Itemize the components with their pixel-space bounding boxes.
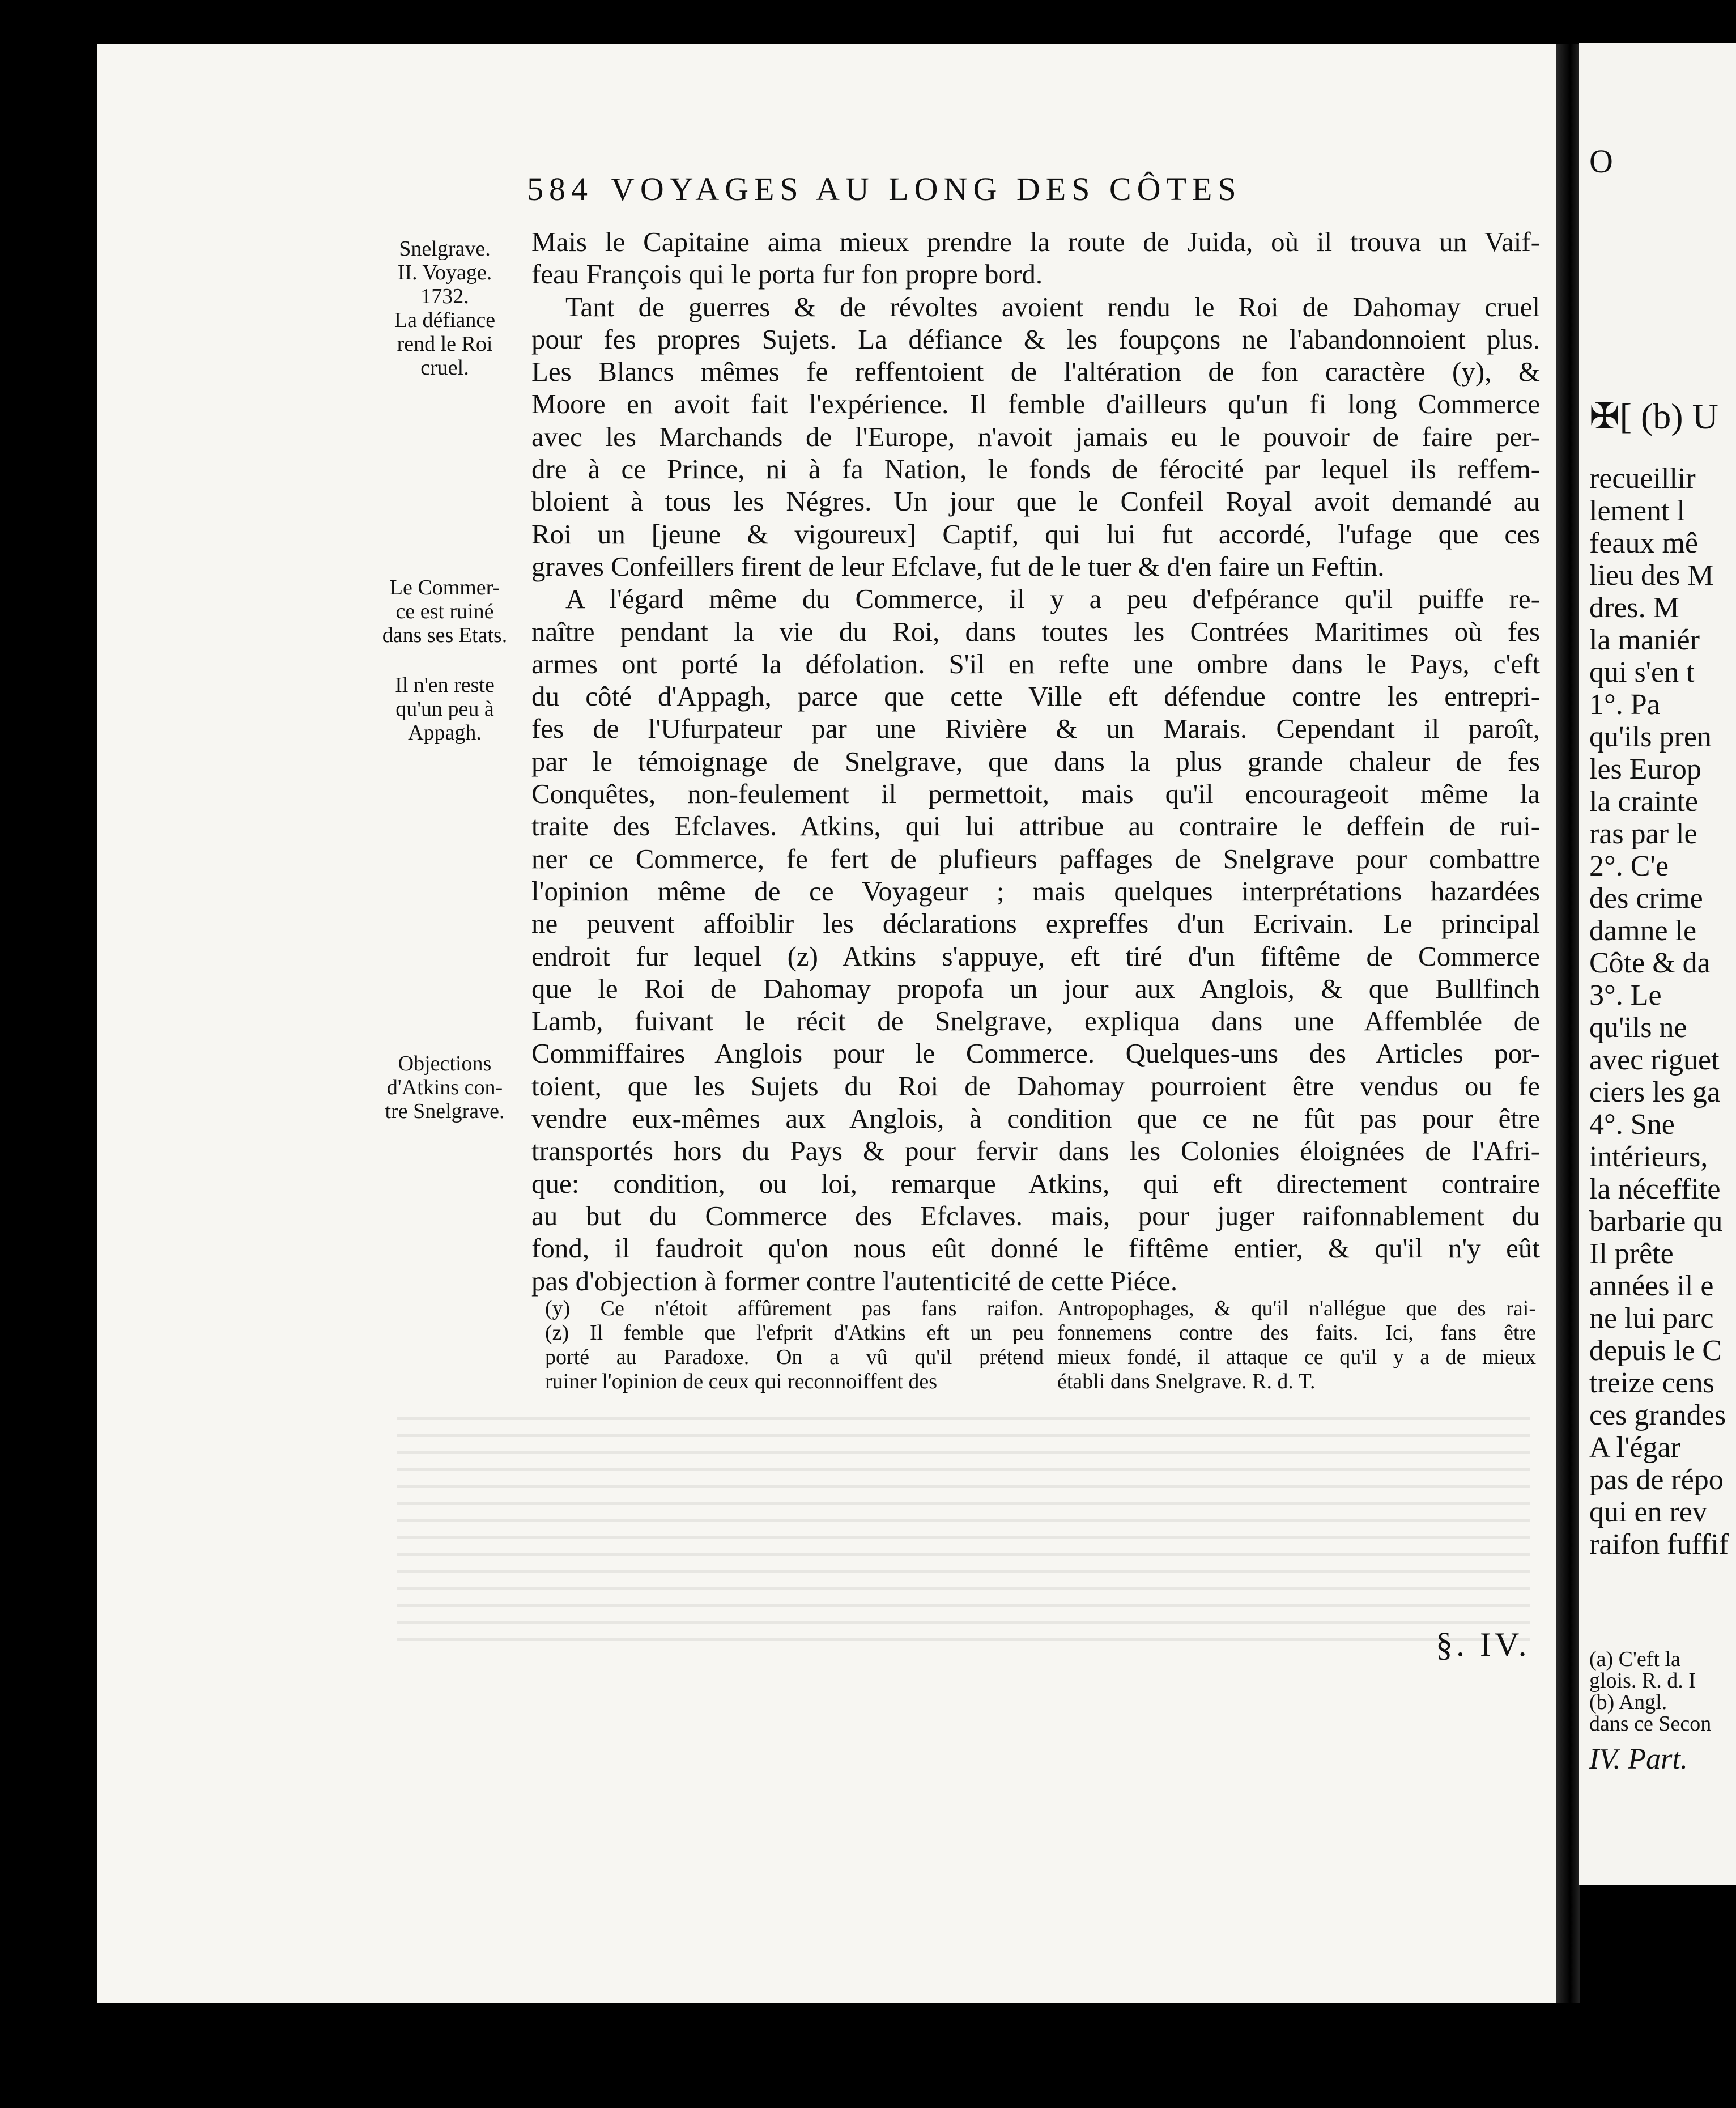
margin-note-commerce xyxy=(368,576,521,745)
right-page-line: ne lui parc xyxy=(1589,1302,1714,1334)
footnote-line: Antropophages, & qu'il n'allégue que des rai- xyxy=(1057,1297,1536,1320)
right-page-line: feaux mê xyxy=(1589,527,1699,559)
text-line: fond, il faudroit qu'on nous eût donné le fiftême entier, & qu'il n'y eût xyxy=(531,1232,1540,1264)
text-line: du côté d'Appagh, parce que cette Ville eft défendue contre les entrepri- xyxy=(531,681,1540,712)
footnote-line: fonnemens contre des faits. Ici, fans être xyxy=(1057,1321,1536,1345)
text-line: Moore en avoit fait l'expérience. Il femble d'ailleurs qu'un fi long Commerce xyxy=(531,388,1540,420)
text-line: bloient à tous les Négres. Un jour que le Confeil Royal avoit demandé au xyxy=(531,486,1540,517)
right-page-line: treize cens xyxy=(1589,1367,1714,1399)
right-page-line: avec riguet xyxy=(1589,1044,1720,1076)
margin-note-line: Objections xyxy=(398,1052,492,1076)
right-page-line: 2°. C'e xyxy=(1589,850,1669,882)
right-page-footnote: (a) C'eft la xyxy=(1589,1647,1680,1671)
margin-note-objections xyxy=(368,1052,521,1123)
text-line: vendre eux-mêmes aux Anglois, à condition que ce ne fût pas pour être xyxy=(531,1103,1540,1134)
margin-note-line: Snelgrave. xyxy=(399,237,491,261)
margin-note-line: Le Commer- xyxy=(389,576,500,600)
right-page-line: dres. M xyxy=(1589,592,1679,624)
text-line: Tant de guerres & de révoltes avoient rendu le Roi de Dahomay cruel xyxy=(565,291,1540,322)
running-head: VOYAGES AU LONG DES CÔTES xyxy=(611,171,1242,207)
show-through-text xyxy=(397,1417,1530,1643)
right-page-line: depuis le C xyxy=(1589,1334,1722,1367)
right-page-line: Côte & da xyxy=(1589,947,1711,979)
page-header xyxy=(527,170,1456,215)
right-page-footnote: (b) Angl. xyxy=(1589,1690,1667,1714)
text-line: traite des Efclaves. Atkins, qui lui attribue au contraire le deffein de rui- xyxy=(531,810,1540,842)
text-line: transportés hors du Pays & pour fervir dans les Colonies éloignées de l'Afri- xyxy=(531,1135,1540,1167)
right-page xyxy=(1579,43,1736,1885)
text-line: Roi un [jeune & vigoureux] Captif, qui lui fut accordé, l'ufage que ces xyxy=(531,518,1540,550)
margin-note-line: rend le Roi xyxy=(397,332,493,356)
text-line: au but du Commerce des Efclaves. mais, pour juger raifonnablement du xyxy=(531,1200,1540,1231)
text-line: graves Confeillers firent de leur Efclave, fut de le tuer & d'en faire un Feftin. xyxy=(531,550,1385,582)
right-page-line: qu'ils ne xyxy=(1589,1012,1687,1044)
margin-note-line: d'Atkins con- xyxy=(386,1076,503,1099)
footnote-line: mieux fondé, il attaque ce qu'il y a de mieux xyxy=(1057,1345,1536,1369)
text-line: Lamb, fuivant le récit de Snelgrave, expliqua dans une Affemblée de xyxy=(531,1005,1540,1037)
right-page-line: ras par le xyxy=(1589,818,1697,850)
right-page-line: qui en rev xyxy=(1589,1496,1707,1528)
margin-note-line: tre Snelgrave. xyxy=(385,1099,505,1123)
text-line: que le Roi de Dahomay propofa un jour aux Anglois, & que Bullfinch xyxy=(531,972,1540,1004)
margin-note-line: qu'un peu à xyxy=(395,697,494,721)
footnote-column-left xyxy=(545,1297,1044,1394)
right-page-line: A l'égar xyxy=(1589,1431,1680,1464)
right-page-line: qui s'en t xyxy=(1589,656,1695,688)
book-gutter xyxy=(1556,44,1580,2003)
right-page-line: pas de répo xyxy=(1589,1464,1724,1496)
footnote-line: (y) Ce n'étoit affûrement pas fans raifon. xyxy=(545,1297,1044,1320)
right-page-line: recueillir xyxy=(1589,462,1696,495)
text-line: l'opinion même de ce Voyageur ; mais quelques interprétations hazardées xyxy=(531,875,1540,907)
text-line: Conquêtes, non-feulement il permettoit, mais qu'il encourageoit même la xyxy=(531,778,1540,810)
right-page-line: barbarie qu xyxy=(1589,1205,1723,1238)
text-line: Commiffaires Anglois pour le Commerce. Quelques-uns des Articles por- xyxy=(531,1038,1540,1069)
right-page-line: les Europ xyxy=(1589,753,1701,785)
right-page-line: 3°. Le xyxy=(1589,979,1662,1012)
text-line: endroit fur lequel (z) Atkins s'appuye, eft tiré d'un fiftême de Commerce xyxy=(531,940,1540,972)
text-line: ner ce Commerce, fe fert de plufieurs paffages de Snelgrave pour combattre xyxy=(531,843,1540,874)
text-line: fes de l'Ufurpateur par une Rivière & un Marais. Cependant il paroît, xyxy=(531,713,1540,745)
right-page-line: 1°. Pa xyxy=(1589,688,1660,721)
margin-note-line: dans ses Etats. xyxy=(382,623,508,647)
right-page-line: intérieurs, xyxy=(1589,1141,1708,1173)
margin-note-line: II. Voyage. xyxy=(397,261,492,284)
margin-note-line: Appagh. xyxy=(408,721,482,745)
right-page-line: la crainte xyxy=(1589,785,1698,818)
right-page-line: qu'ils pren xyxy=(1589,721,1712,753)
right-page-line: raifon fuffif xyxy=(1589,1528,1729,1561)
section-marker: §. IV. xyxy=(1436,1626,1530,1663)
text-line: toient, que les Sujets du Roi de Dahomay pourroient être vendus ou fe xyxy=(531,1070,1540,1102)
text-line: Les Blancs mêmes fe reffentoient de l'altération de fon caractère (y), & xyxy=(531,356,1540,388)
right-page-line: ces grandes xyxy=(1589,1399,1726,1431)
right-page-catchword: IV. Part. xyxy=(1589,1743,1688,1775)
right-page-line: années il e xyxy=(1589,1270,1714,1302)
right-page-line: la maniér xyxy=(1589,624,1700,656)
right-page-line: des crime xyxy=(1589,882,1703,915)
text-line: Mais le Capitaine aima mieux prendre la route de Juida, où il trouva un Vaif- xyxy=(531,226,1540,257)
right-page-footnote: dans ce Secon xyxy=(1589,1712,1712,1736)
text-line: pas d'objection à former contre l'autenticité de cette Piéce. xyxy=(531,1265,1178,1297)
right-page-header: O xyxy=(1589,143,1613,180)
footnote-line: établi dans Snelgrave. R. d. T. xyxy=(1057,1370,1316,1393)
margin-note-snelgrave xyxy=(368,237,521,380)
footnote-line: ruiner l'opinion de ceux qui reconnoiffent des xyxy=(545,1370,938,1393)
text-line: armes ont porté la défolation. S'il en refte une ombre dans le Pays, c'eft xyxy=(531,648,1540,679)
text-line: dre à ce Prince, ni à fa Nation, le fonds de férocité par lequel ils reffem- xyxy=(531,453,1540,485)
text-line: naître pendant la vie du Roi, dans toutes les Contrées Maritimes où fes xyxy=(531,615,1540,647)
margin-note-line: ce est ruiné xyxy=(395,600,494,623)
right-page-line: damne le xyxy=(1589,915,1697,947)
text-line: par le témoignage de Snelgrave, que dans la plus grande chaleur de fes xyxy=(531,745,1540,777)
footnote-line: porté au Paradoxe. On a vû qu'il prétend xyxy=(545,1345,1044,1369)
right-page-line: lieu des M xyxy=(1589,559,1714,592)
text-line: ne peuvent affoiblir les déclarations expreffes d'un Ecrivain. Le principal xyxy=(531,908,1540,940)
footnote-column-right xyxy=(1057,1297,1536,1394)
page-number: 584 xyxy=(527,171,593,207)
right-page-line: lement l xyxy=(1589,495,1685,527)
text-line: feau François qui le porta fur fon propre bord. xyxy=(531,258,1043,290)
right-page-line: la néceffite xyxy=(1589,1173,1721,1205)
margin-note-line: Il n'en reste xyxy=(395,673,495,697)
right-page-line: ✠[ (b) U xyxy=(1589,396,1718,436)
text-line: A l'égard même du Commerce, il y a peu d'efpérance qu'il puiffe re- xyxy=(565,583,1540,615)
footnote-line: (z) Il femble que l'efprit d'Atkins eft un peu xyxy=(545,1321,1044,1345)
right-page-line: 4°. Sne xyxy=(1589,1108,1675,1141)
right-page-footnote: glois. R. d. I xyxy=(1589,1669,1696,1693)
text-line: avec les Marchands de l'Europe, n'avoit jamais eu le pouvoir de faire per- xyxy=(531,420,1540,452)
margin-note-line: 1732. xyxy=(420,284,469,308)
margin-note-line: La défiance xyxy=(394,308,496,332)
right-page-line: ciers les ga xyxy=(1589,1076,1721,1108)
text-line: pour fes propres Sujets. La défiance & les foupçons ne l'abandonnoient plus. xyxy=(531,323,1540,355)
margin-note-line: cruel. xyxy=(420,356,469,380)
text-line: que: condition, ou loi, remarque Atkins, qui eft directement contraire xyxy=(531,1167,1540,1199)
main-text xyxy=(531,226,1540,1297)
right-page-line: Il prête xyxy=(1589,1238,1674,1270)
